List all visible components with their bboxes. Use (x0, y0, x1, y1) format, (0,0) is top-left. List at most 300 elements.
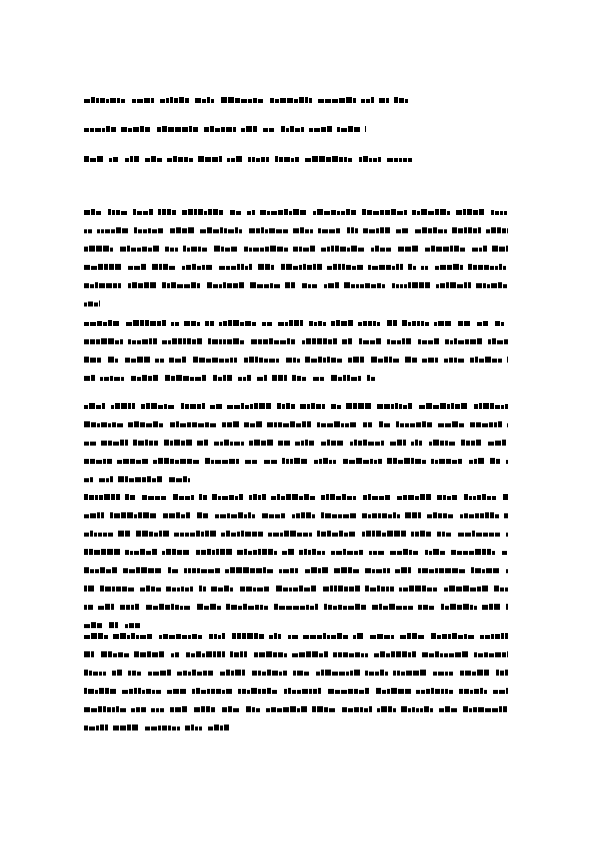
glyph-block (422, 652, 428, 657)
glyph-block (227, 339, 232, 344)
text-line (84, 604, 508, 610)
glyph-block (136, 567, 140, 573)
glyph-block (102, 403, 105, 409)
glyph-block (412, 633, 417, 639)
glyph-block (157, 321, 161, 326)
glyph-block (171, 322, 174, 326)
glyph-block (470, 605, 473, 610)
glyph-block (495, 634, 500, 639)
glyph-block (108, 651, 112, 657)
glyph-block (106, 569, 111, 573)
glyph-block (227, 405, 233, 409)
glyph-block (250, 404, 253, 409)
glyph-block (396, 229, 401, 233)
glyph-block (358, 248, 364, 252)
glyph-block (489, 533, 494, 537)
glyph-block (435, 689, 440, 694)
glyph-block (346, 265, 351, 270)
glyph-block (164, 458, 169, 464)
glyph-block (110, 98, 116, 103)
glyph-block (125, 476, 128, 482)
glyph-block (365, 283, 370, 288)
glyph-block (478, 653, 483, 657)
glyph-block (388, 514, 392, 518)
glyph-block (429, 569, 434, 573)
glyph-block (99, 478, 105, 482)
glyph-block (431, 688, 434, 694)
glyph-block (174, 440, 180, 446)
glyph-block (218, 588, 223, 592)
glyph-block (175, 127, 181, 132)
glyph-block (100, 567, 105, 573)
glyph-block (214, 246, 220, 252)
glyph-block (438, 672, 444, 676)
glyph-block (507, 228, 508, 233)
glyph-block (121, 403, 127, 409)
glyph-block (312, 284, 317, 288)
glyph-block (241, 403, 244, 409)
glyph-block (433, 405, 439, 409)
glyph-block (114, 377, 120, 381)
glyph-block (257, 377, 263, 381)
glyph-block (474, 652, 477, 657)
glyph-block (438, 321, 444, 326)
glyph-block (381, 706, 387, 712)
glyph-block (343, 549, 346, 555)
glyph-block (168, 340, 171, 344)
glyph-block (226, 689, 232, 694)
glyph-block (409, 586, 414, 592)
glyph-block (394, 97, 398, 103)
glyph-block (460, 671, 464, 676)
glyph-block (99, 495, 103, 500)
glyph-block (397, 514, 400, 518)
glyph-block (274, 633, 277, 639)
glyph-block (408, 322, 411, 326)
glyph-block (495, 441, 501, 446)
glyph-block (234, 405, 240, 409)
glyph-block (115, 403, 120, 409)
glyph-block (219, 284, 222, 288)
glyph-block (445, 689, 448, 694)
glyph-block (163, 531, 169, 537)
glyph-block (341, 211, 345, 215)
glyph-block (399, 404, 402, 409)
glyph-block (488, 339, 491, 344)
glyph-block (293, 247, 298, 252)
glyph-block (408, 495, 414, 500)
glyph-block (495, 266, 498, 270)
glyph-block (369, 229, 375, 233)
glyph-block (155, 359, 159, 363)
glyph-block (197, 322, 200, 326)
glyph-block (210, 531, 216, 537)
glyph-block (100, 377, 103, 381)
glyph-block (330, 494, 335, 500)
glyph-block (158, 405, 163, 409)
glyph-block (130, 459, 135, 464)
glyph-block (380, 670, 384, 676)
glyph-block (296, 513, 300, 518)
glyph-block (431, 459, 434, 464)
glyph-block (418, 339, 421, 344)
glyph-block (482, 605, 488, 610)
glyph-block (318, 357, 322, 363)
glyph-block (394, 531, 400, 537)
glyph-block (294, 99, 298, 103)
glyph-block (96, 405, 101, 409)
glyph-block (91, 422, 96, 427)
glyph-block (230, 442, 233, 446)
glyph-block (281, 513, 285, 518)
glyph-block (190, 587, 193, 592)
glyph-block (412, 246, 418, 252)
glyph-block (224, 586, 229, 592)
glyph-block (144, 282, 149, 288)
glyph-block (252, 210, 255, 215)
glyph-block (381, 587, 385, 592)
glyph-block (129, 689, 133, 694)
glyph-block (422, 586, 426, 592)
glyph-block (244, 247, 248, 252)
glyph-block (146, 605, 152, 610)
glyph-block (204, 127, 209, 132)
glyph-block (195, 377, 201, 381)
glyph-block (445, 321, 451, 326)
glyph-block (292, 514, 295, 518)
glyph-block (216, 549, 219, 555)
glyph-block (394, 158, 398, 162)
glyph-block (209, 634, 213, 639)
glyph-block (222, 651, 225, 657)
glyph-block (331, 246, 334, 252)
glyph-block (230, 358, 233, 363)
glyph-block (373, 211, 379, 215)
glyph-block (305, 97, 308, 103)
glyph-block (306, 605, 309, 610)
glyph-block (458, 321, 463, 326)
glyph-block (317, 635, 322, 639)
glyph-block (172, 727, 176, 731)
glyph-block (483, 533, 488, 537)
glyph-block (469, 551, 474, 555)
glyph-block (132, 340, 136, 344)
glyph-block (256, 568, 262, 573)
glyph-block (201, 690, 206, 694)
glyph-block (309, 533, 312, 537)
glyph-block (256, 158, 260, 162)
glyph-block (175, 460, 179, 464)
glyph-block (323, 338, 327, 344)
glyph-block (202, 248, 207, 252)
glyph-block (301, 441, 304, 446)
glyph-block (397, 440, 402, 446)
glyph-block (212, 358, 218, 363)
glyph-block (352, 266, 356, 270)
glyph-block (110, 376, 113, 381)
glyph-block (366, 531, 371, 537)
glyph-block (420, 531, 425, 537)
glyph-block (120, 339, 123, 344)
glyph-block (396, 421, 399, 427)
glyph-block (464, 689, 469, 694)
glyph-block (254, 652, 258, 657)
glyph-block (440, 265, 446, 270)
glyph-block (351, 210, 356, 215)
glyph-block (365, 403, 371, 409)
glyph-block (170, 422, 175, 427)
glyph-block (223, 282, 226, 288)
glyph-block (250, 568, 255, 573)
glyph-block (105, 229, 110, 233)
glyph-block (316, 672, 320, 676)
glyph-block (322, 567, 328, 573)
glyph-block (138, 229, 142, 233)
glyph-block (301, 127, 304, 132)
glyph-block (435, 460, 438, 464)
glyph-block (359, 690, 364, 694)
glyph-block (84, 322, 89, 326)
glyph-block (499, 690, 505, 694)
glyph-block (253, 248, 259, 252)
glyph-block (299, 247, 302, 252)
glyph-block (286, 606, 292, 610)
glyph-block (304, 672, 309, 676)
glyph-block (278, 441, 283, 446)
glyph-block (286, 128, 289, 132)
glyph-block (101, 338, 107, 344)
glyph-block (328, 283, 334, 288)
glyph-block (276, 359, 279, 363)
glyph-block (380, 248, 385, 252)
glyph-block (155, 496, 160, 500)
glyph-block (411, 458, 414, 464)
glyph-block (90, 569, 94, 573)
glyph-block (476, 283, 482, 288)
glyph-block (284, 248, 288, 252)
glyph-block (135, 623, 140, 628)
glyph-block (431, 246, 435, 252)
glyph-block (319, 459, 322, 464)
glyph-block (456, 210, 462, 215)
glyph-block (328, 689, 334, 694)
glyph-block (393, 458, 397, 464)
glyph-block (168, 726, 171, 731)
glyph-block (312, 338, 316, 344)
glyph-block (100, 725, 104, 731)
glyph-block (502, 228, 506, 233)
glyph-block (430, 708, 433, 712)
glyph-block (120, 247, 126, 252)
glyph-block (303, 635, 309, 639)
glyph-block (365, 568, 371, 573)
glyph-block (279, 157, 283, 162)
glyph-block (235, 227, 238, 233)
glyph-block (318, 321, 322, 326)
glyph-block (350, 671, 353, 676)
glyph-block (356, 458, 362, 464)
glyph-block (207, 97, 210, 103)
glyph-block (365, 653, 368, 657)
paragraph (84, 403, 508, 482)
glyph-block (492, 708, 498, 712)
glyph-block (283, 569, 289, 573)
glyph-block (339, 157, 343, 162)
glyph-block (133, 209, 136, 215)
glyph-block (280, 533, 283, 537)
glyph-block (499, 706, 502, 712)
glyph-block (151, 403, 157, 409)
glyph-block (343, 459, 348, 464)
glyph-block (140, 422, 145, 427)
glyph-block (425, 322, 429, 326)
glyph-block (454, 246, 459, 252)
glyph-block (379, 265, 385, 270)
glyph-block (492, 496, 496, 500)
glyph-block (177, 672, 182, 676)
glyph-block (343, 635, 348, 639)
glyph-block (286, 358, 292, 363)
glyph-block (420, 670, 426, 676)
glyph-block (144, 98, 150, 103)
glyph-block (280, 340, 286, 344)
glyph-block (191, 725, 194, 731)
glyph-block (198, 635, 202, 639)
glyph-block (152, 264, 158, 270)
glyph-block (449, 442, 455, 446)
glyph-block (341, 128, 347, 132)
glyph-block (227, 375, 232, 381)
glyph-block (313, 689, 317, 694)
glyph-block (304, 494, 309, 500)
glyph-block (447, 496, 451, 500)
glyph-block (507, 357, 508, 363)
glyph-block (289, 211, 292, 215)
glyph-block (341, 423, 344, 427)
glyph-block (461, 403, 467, 409)
glyph-block (140, 635, 146, 639)
glyph-block (112, 567, 117, 573)
paragraph (84, 633, 508, 731)
glyph-block (118, 283, 121, 288)
glyph-block (117, 423, 123, 427)
glyph-block (404, 284, 407, 288)
glyph-block (469, 496, 472, 500)
glyph-block (343, 514, 349, 518)
glyph-block (484, 670, 489, 676)
glyph-block (303, 248, 309, 252)
glyph-block (205, 157, 211, 162)
glyph-block (130, 156, 133, 162)
glyph-block (477, 322, 482, 326)
glyph-block (473, 265, 477, 270)
glyph-block (422, 568, 428, 573)
glyph-block (162, 209, 166, 215)
glyph-block (157, 476, 162, 482)
glyph-block (91, 209, 95, 215)
glyph-block (293, 606, 299, 610)
glyph-block (269, 635, 273, 639)
glyph-block (373, 321, 376, 326)
glyph-block (408, 567, 411, 573)
glyph-block (233, 320, 239, 326)
glyph-block (391, 404, 394, 409)
glyph-block (393, 671, 396, 676)
glyph-block (284, 653, 287, 657)
glyph-block (460, 265, 463, 270)
glyph-block (200, 229, 206, 233)
glyph-block (362, 513, 367, 518)
glyph-block (294, 320, 299, 326)
glyph-block (266, 651, 272, 657)
glyph-block (257, 588, 263, 592)
glyph-block (338, 605, 342, 610)
glyph-block (131, 376, 136, 381)
glyph-block (247, 633, 253, 639)
glyph-block (416, 422, 421, 427)
glyph-block (141, 567, 147, 573)
glyph-block (135, 477, 141, 482)
glyph-block (170, 97, 173, 103)
glyph-block (84, 210, 90, 215)
glyph-block (411, 532, 414, 537)
glyph-block (220, 514, 226, 518)
glyph-block (90, 128, 94, 132)
glyph-block (89, 671, 92, 676)
glyph-block (452, 495, 457, 500)
glyph-block (264, 375, 267, 381)
glyph-block (312, 514, 315, 518)
glyph-block (401, 706, 407, 712)
glyph-block (401, 672, 405, 676)
glyph-block (249, 248, 252, 252)
glyph-block (166, 587, 171, 592)
glyph-block (438, 423, 444, 427)
glyph-block (331, 635, 336, 639)
glyph-block (251, 688, 257, 694)
text-line (84, 421, 508, 427)
glyph-block (188, 478, 190, 482)
glyph-block (368, 321, 372, 326)
glyph-block (211, 587, 217, 592)
glyph-block (258, 532, 263, 537)
glyph-block (348, 567, 352, 573)
glyph-block (397, 340, 401, 344)
glyph-block (95, 128, 101, 132)
glyph-block (373, 158, 377, 162)
glyph-block (305, 569, 310, 573)
glyph-block (142, 495, 147, 500)
glyph-block (262, 549, 267, 555)
glyph-block (332, 514, 337, 518)
glyph-block (292, 635, 298, 639)
glyph-block (194, 209, 197, 215)
glyph-block (372, 513, 377, 518)
glyph-block (477, 495, 481, 500)
glyph-block (244, 422, 249, 427)
glyph-block (444, 588, 448, 592)
glyph-block (175, 248, 178, 252)
glyph-block (372, 605, 378, 610)
glyph-block (507, 423, 508, 427)
glyph-block (252, 322, 256, 326)
glyph-block (311, 359, 317, 363)
glyph-block (104, 264, 108, 270)
glyph-block (446, 282, 449, 288)
glyph-block (159, 531, 162, 537)
glyph-block (327, 266, 332, 270)
glyph-block (474, 459, 477, 464)
